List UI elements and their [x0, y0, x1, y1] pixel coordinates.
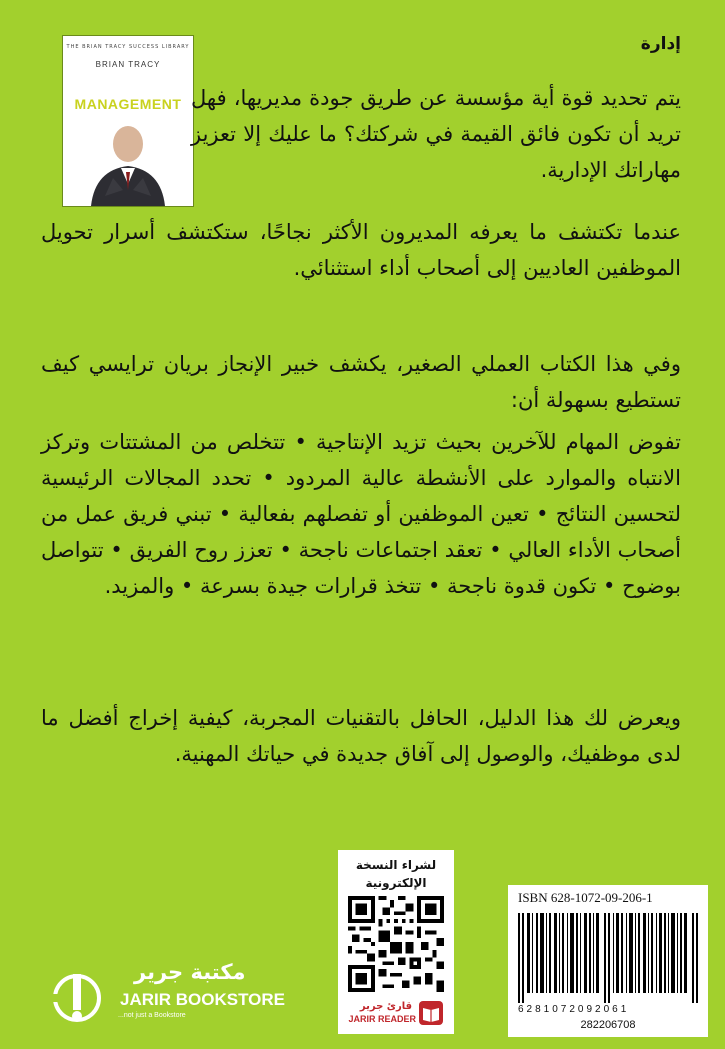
qr-caption-line2: الإلكترونية — [365, 876, 427, 890]
thumbnail-author: BRIAN TRACY — [95, 60, 161, 69]
reader-label-ar: قارئ جرير — [359, 1001, 412, 1012]
logo-tagline: ...not just a Bookstore — [118, 1012, 186, 1019]
category-label: إدارة — [640, 34, 681, 54]
logo-english: JARIR BOOKSTORE — [120, 990, 285, 1009]
paragraph-book: وفي هذا الكتاب العملي الصغير، يكشف خبير الإنجاز بريان ترايسي كيف تستطيع بسهولة أن: — [41, 352, 681, 412]
jarir-reader-badge — [346, 998, 446, 1028]
thumbnail-series: THE BRIAN TRACY SUCCESS LIBRARY — [66, 44, 190, 50]
paragraph-intro: يتم تحديد قوة أية مؤسسة عن طريق جودة مديريها، فهل تريد أن تكون فائق القيمة في شركتك؟ ما عليك إلا تعزيز مهاراتك الإدارية. — [191, 86, 681, 182]
jarir-logo-icon — [52, 970, 102, 1025]
book-reader-icon — [418, 1000, 444, 1026]
ebook-qr-block — [338, 850, 454, 1034]
qr-caption-line1: لشراء النسخة — [355, 858, 437, 872]
paragraph-guide: ويعرض لك هذا الدليل، الحافل بالتقنيات المجربة، كيفية إخراج أفضل ما لدى موظفيك، والوصول إلى آفاق جديدة في حياتك المهنية. — [41, 706, 681, 766]
qr-code[interactable] — [348, 896, 444, 992]
isbn-barcode-box — [508, 885, 708, 1037]
paragraph-discover: عندما تكتشف ما يعرفه المديرون الأكثر نجاحًا، ستكتشف أسرار تحويل الموظفين العاديين إلى أصحاب أداء استثنائي. — [41, 220, 681, 280]
book-cover-thumbnail — [62, 35, 194, 207]
barcode-digits: 6281072092061 — [518, 1004, 630, 1015]
isbn-number: ISBN 628-1072-09-206-1 — [518, 890, 653, 905]
jarir-bookstore-logo — [52, 960, 292, 1040]
author-portrait — [83, 118, 173, 206]
barcode-code: 282206708 — [580, 1019, 636, 1031]
thumbnail-title: MANAGEMENT — [74, 96, 182, 112]
reader-label-en: JARIR READER — [348, 1014, 416, 1024]
logo-arabic: مكتبة جرير — [134, 960, 246, 984]
barcode-icon — [518, 913, 700, 1003]
paragraph-skills-list: تفوض المهام للآخرين بحيث تزيد الإنتاجية • تتخلص من المشتتات وتركز الانتباه والموارد على الأنشطة عالية المردود • تحدد المجالات الرئيسية لتحسين النتائج • تعين الموظفين أو تفصلهم بفعالية • تبني فريق عمل من أصحاب الأداء العالي • تعقد اجتماعات ناجحة • تعزز روح الفريق • تتواصل بوضوح • تكون قدوة ناجحة • تتخذ قرارات جيدة بسرعة • والمزيد. — [41, 430, 681, 598]
